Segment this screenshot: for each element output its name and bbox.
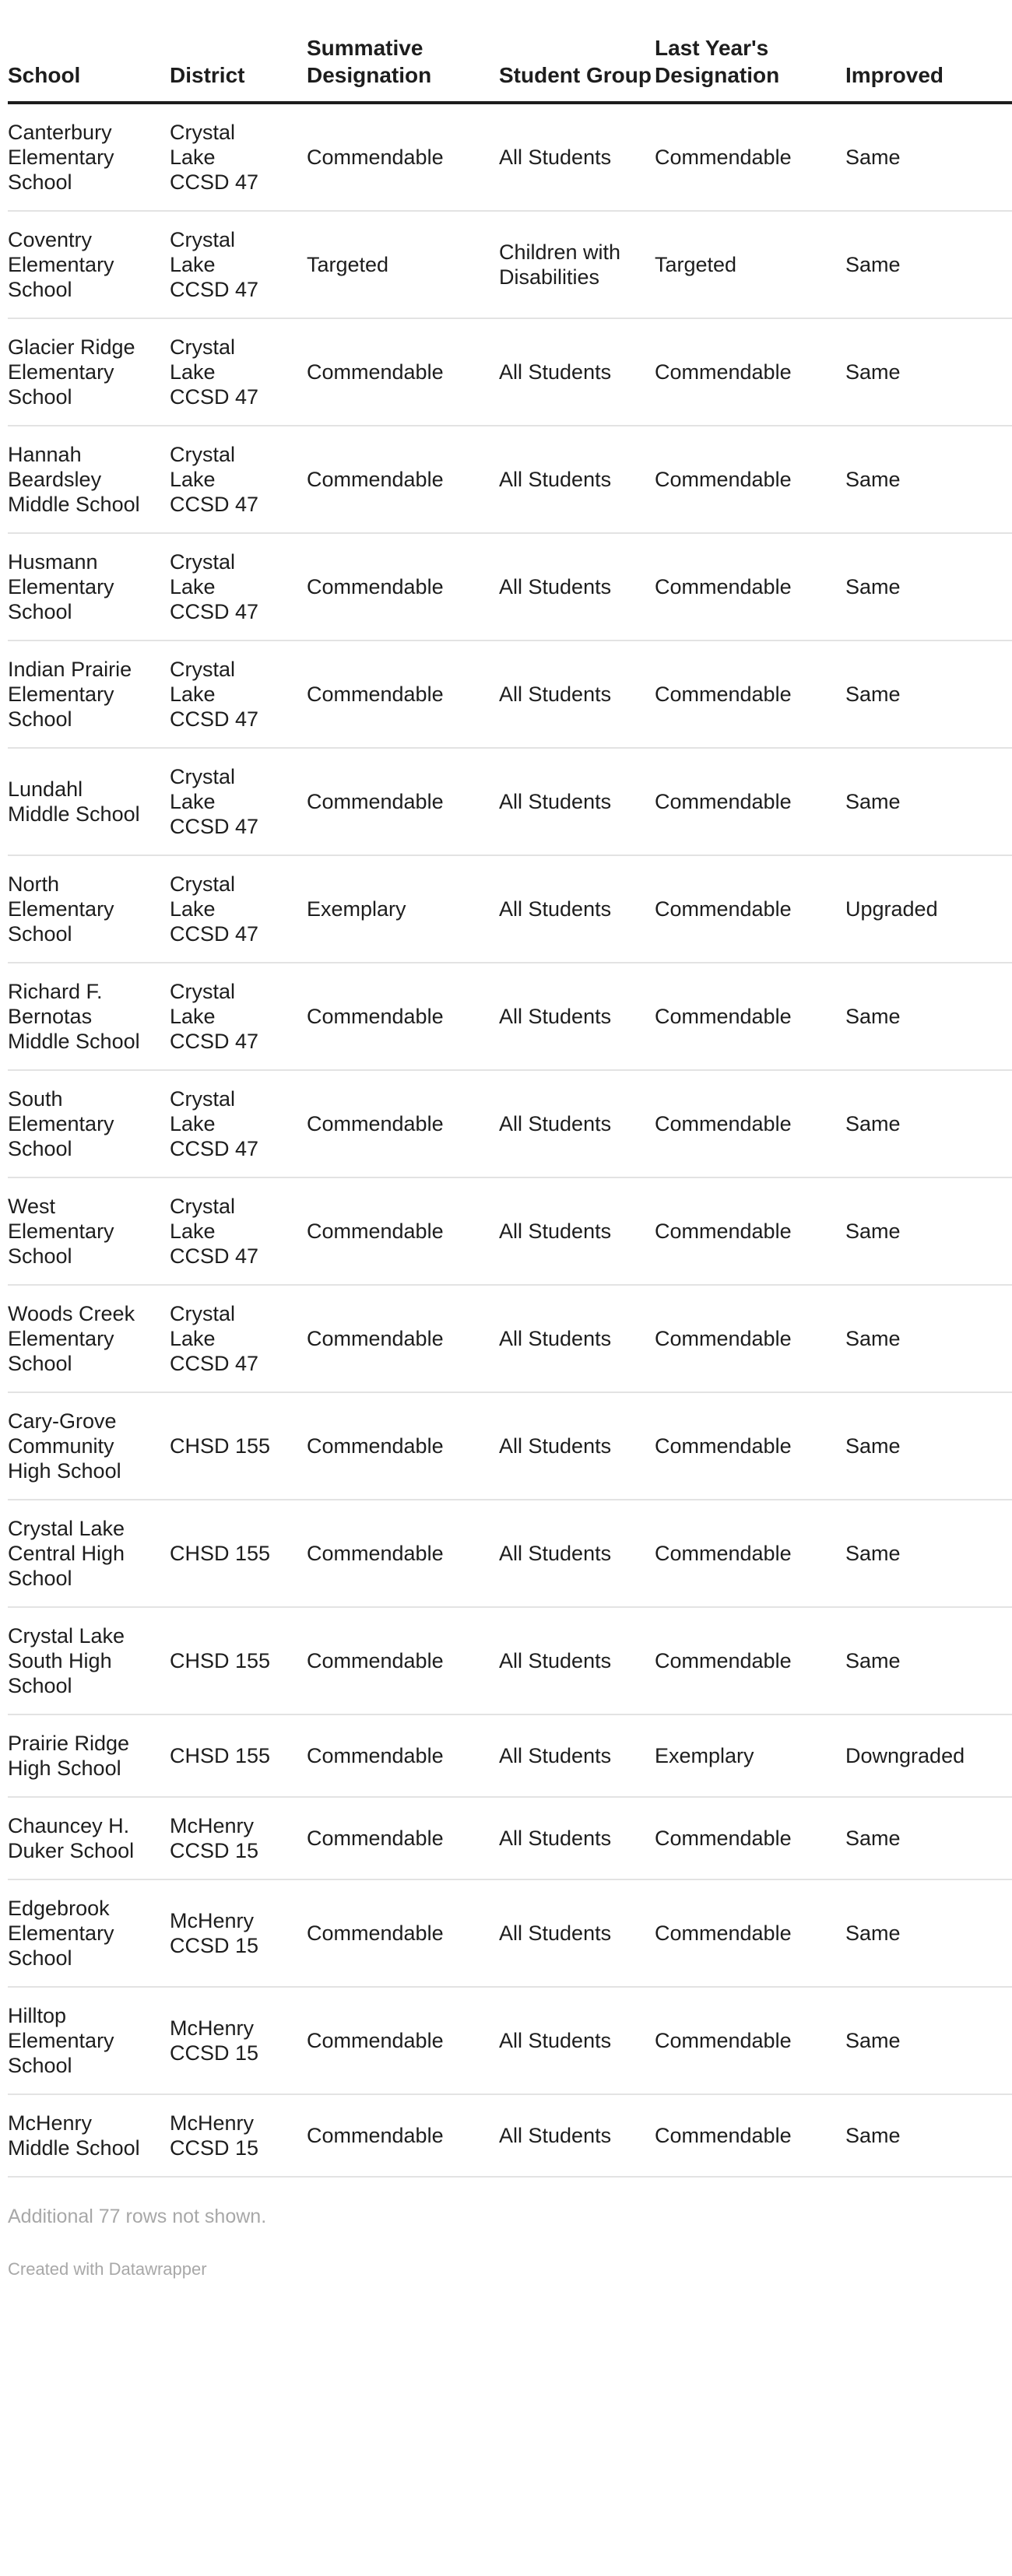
cell-student-group: All Students <box>499 318 655 426</box>
table-row <box>8 103 1012 211</box>
cell-improved: Same <box>845 1987 1012 2094</box>
cell-improved: Same <box>845 640 1012 748</box>
cell-school: Hilltop Elementary School <box>8 1987 170 2094</box>
cell-student-group: All Students <box>499 1607 655 1714</box>
table-row <box>8 1714 1012 1797</box>
cell-school: Chauncey H. Duker School <box>8 1797 170 1879</box>
cell-last-years-designation: Commendable <box>655 963 845 1070</box>
cell-student-group: Children with Disabilities <box>499 211 655 318</box>
cell-improved: Same <box>845 211 1012 318</box>
cell-district: Crystal Lake CCSD 47 <box>170 640 307 748</box>
cell-student-group: All Students <box>499 1500 655 1607</box>
cell-district: Crystal Lake CCSD 47 <box>170 963 307 1070</box>
cell-last-years-designation: Commendable <box>655 2094 845 2177</box>
cell-summative-designation: Commendable <box>307 640 499 748</box>
cell-improved: Same <box>845 1607 1012 1714</box>
cell-student-group: All Students <box>499 426 655 533</box>
cell-school: Hannah Beardsley Middle School <box>8 426 170 533</box>
table-row <box>8 748 1012 855</box>
cell-district: McHenry CCSD 15 <box>170 2094 307 2177</box>
column-header-summative-designation[interactable]: Summative Designation <box>307 0 499 103</box>
cell-student-group: All Students <box>499 1797 655 1879</box>
cell-last-years-designation: Commendable <box>655 1797 845 1879</box>
table-row <box>8 1879 1012 1987</box>
cell-summative-designation: Commendable <box>307 1285 499 1392</box>
cell-improved: Same <box>845 318 1012 426</box>
cell-school: Indian Prairie Elementary School <box>8 640 170 748</box>
table-row <box>8 318 1012 426</box>
column-header-school[interactable]: School <box>8 0 170 103</box>
cell-district: Crystal Lake CCSD 47 <box>170 1177 307 1285</box>
cell-school: Lundahl Middle School <box>8 748 170 855</box>
cell-district: McHenry CCSD 15 <box>170 1987 307 2094</box>
cell-summative-designation: Commendable <box>307 1797 499 1879</box>
cell-summative-designation: Commendable <box>307 1392 499 1500</box>
table-row <box>8 963 1012 1070</box>
cell-student-group: All Students <box>499 1177 655 1285</box>
cell-school: McHenry Middle School <box>8 2094 170 2177</box>
cell-summative-designation: Commendable <box>307 1177 499 1285</box>
cell-last-years-designation: Commendable <box>655 1879 845 1987</box>
cell-school: Glacier Ridge Elementary School <box>8 318 170 426</box>
cell-last-years-designation: Commendable <box>655 318 845 426</box>
table-row <box>8 1070 1012 1177</box>
table-row <box>8 1392 1012 1500</box>
cell-last-years-designation: Commendable <box>655 1987 845 2094</box>
cell-last-years-designation: Targeted <box>655 211 845 318</box>
cell-last-years-designation: Commendable <box>655 103 845 211</box>
table-row <box>8 1177 1012 1285</box>
cell-student-group: All Students <box>499 1879 655 1987</box>
table-row <box>8 1797 1012 1879</box>
cell-last-years-designation: Commendable <box>655 426 845 533</box>
cell-summative-designation: Exemplary <box>307 855 499 963</box>
cell-district: Crystal Lake CCSD 47 <box>170 533 307 640</box>
cell-student-group: All Students <box>499 1392 655 1500</box>
cell-summative-designation: Commendable <box>307 1500 499 1607</box>
header-row <box>8 0 1012 103</box>
cell-summative-designation: Commendable <box>307 963 499 1070</box>
cell-last-years-designation: Commendable <box>655 748 845 855</box>
cell-student-group: All Students <box>499 963 655 1070</box>
cell-district: Crystal Lake CCSD 47 <box>170 1070 307 1177</box>
data-table <box>8 0 1012 2178</box>
cell-district: CHSD 155 <box>170 1500 307 1607</box>
cell-improved: Same <box>845 1500 1012 1607</box>
cell-last-years-designation: Commendable <box>655 1070 845 1177</box>
cell-improved: Same <box>845 533 1012 640</box>
cell-school: Prairie Ridge High School <box>8 1714 170 1797</box>
table-notes: Additional 77 rows not shown. <box>8 2206 267 2227</box>
table-row <box>8 1607 1012 1714</box>
cell-school: Coventry Elementary School <box>8 211 170 318</box>
column-header-district[interactable]: District <box>170 0 307 103</box>
cell-student-group: All Students <box>499 1987 655 2094</box>
table-body <box>8 103 1012 2177</box>
cell-district: Crystal Lake CCSD 47 <box>170 426 307 533</box>
cell-student-group: All Students <box>499 1285 655 1392</box>
cell-last-years-designation: Commendable <box>655 533 845 640</box>
cell-school: Husmann Elementary School <box>8 533 170 640</box>
cell-last-years-designation: Commendable <box>655 855 845 963</box>
cell-last-years-designation: Commendable <box>655 1177 845 1285</box>
cell-district: CHSD 155 <box>170 1392 307 1500</box>
cell-district: Crystal Lake CCSD 47 <box>170 318 307 426</box>
cell-student-group: All Students <box>499 103 655 211</box>
column-header-improved[interactable]: Improved <box>845 0 1012 103</box>
cell-last-years-designation: Commendable <box>655 1500 845 1607</box>
column-header-last-years-designation[interactable]: Last Year's Designation <box>655 0 845 103</box>
cell-district: CHSD 155 <box>170 1607 307 1714</box>
cell-school: Cary-Grove Community High School <box>8 1392 170 1500</box>
cell-summative-designation: Commendable <box>307 533 499 640</box>
cell-summative-designation: Commendable <box>307 318 499 426</box>
table-row <box>8 211 1012 318</box>
cell-improved: Same <box>845 426 1012 533</box>
cell-school: West Elementary School <box>8 1177 170 1285</box>
cell-district: Crystal Lake CCSD 47 <box>170 103 307 211</box>
cell-summative-designation: Commendable <box>307 2094 499 2177</box>
cell-improved: Same <box>845 1285 1012 1392</box>
cell-summative-designation: Commendable <box>307 1714 499 1797</box>
cell-improved: Same <box>845 103 1012 211</box>
cell-improved: Same <box>845 1177 1012 1285</box>
cell-improved: Downgraded <box>845 1714 1012 1797</box>
cell-district: Crystal Lake CCSD 47 <box>170 211 307 318</box>
cell-improved: Same <box>845 1797 1012 1879</box>
cell-student-group: All Students <box>499 640 655 748</box>
cell-improved: Same <box>845 2094 1012 2177</box>
cell-school: Crystal Lake South High School <box>8 1607 170 1714</box>
cell-school: Woods Creek Elementary School <box>8 1285 170 1392</box>
cell-last-years-designation: Exemplary <box>655 1714 845 1797</box>
cell-improved: Upgraded <box>845 855 1012 963</box>
cell-summative-designation: Commendable <box>307 426 499 533</box>
cell-school: Crystal Lake Central High School <box>8 1500 170 1607</box>
cell-last-years-designation: Commendable <box>655 1392 845 1500</box>
cell-summative-designation: Targeted <box>307 211 499 318</box>
table-row <box>8 2094 1012 2177</box>
cell-school: Canterbury Elementary School <box>8 103 170 211</box>
cell-summative-designation: Commendable <box>307 1607 499 1714</box>
cell-school: Edgebrook Elementary School <box>8 1879 170 1987</box>
table-row <box>8 1500 1012 1607</box>
cell-district: CHSD 155 <box>170 1714 307 1797</box>
table-row <box>8 426 1012 533</box>
datawrapper-credit[interactable]: Created with Datawrapper <box>8 2259 207 2279</box>
cell-improved: Same <box>845 1392 1012 1500</box>
table-row <box>8 533 1012 640</box>
table-row <box>8 1987 1012 2094</box>
cell-student-group: All Students <box>499 2094 655 2177</box>
table-row <box>8 1285 1012 1392</box>
cell-district: Crystal Lake CCSD 47 <box>170 748 307 855</box>
cell-district: Crystal Lake CCSD 47 <box>170 1285 307 1392</box>
cell-student-group: All Students <box>499 748 655 855</box>
cell-summative-designation: Commendable <box>307 1879 499 1987</box>
cell-school: South Elementary School <box>8 1070 170 1177</box>
cell-school: North Elementary School <box>8 855 170 963</box>
cell-last-years-designation: Commendable <box>655 1285 845 1392</box>
cell-summative-designation: Commendable <box>307 748 499 855</box>
cell-school: Richard F. Bernotas Middle School <box>8 963 170 1070</box>
cell-improved: Same <box>845 963 1012 1070</box>
cell-district: McHenry CCSD 15 <box>170 1879 307 1987</box>
cell-district: Crystal Lake CCSD 47 <box>170 855 307 963</box>
cell-summative-designation: Commendable <box>307 103 499 211</box>
cell-district: McHenry CCSD 15 <box>170 1797 307 1879</box>
cell-summative-designation: Commendable <box>307 1070 499 1177</box>
cell-last-years-designation: Commendable <box>655 1607 845 1714</box>
cell-summative-designation: Commendable <box>307 1987 499 2094</box>
table-row <box>8 640 1012 748</box>
cell-improved: Same <box>845 748 1012 855</box>
cell-last-years-designation: Commendable <box>655 640 845 748</box>
table-row <box>8 855 1012 963</box>
cell-student-group: All Students <box>499 1714 655 1797</box>
cell-improved: Same <box>845 1070 1012 1177</box>
column-header-student-group[interactable]: Student Group <box>499 0 655 103</box>
cell-student-group: All Students <box>499 533 655 640</box>
cell-student-group: All Students <box>499 1070 655 1177</box>
cell-improved: Same <box>845 1879 1012 1987</box>
cell-student-group: All Students <box>499 855 655 963</box>
